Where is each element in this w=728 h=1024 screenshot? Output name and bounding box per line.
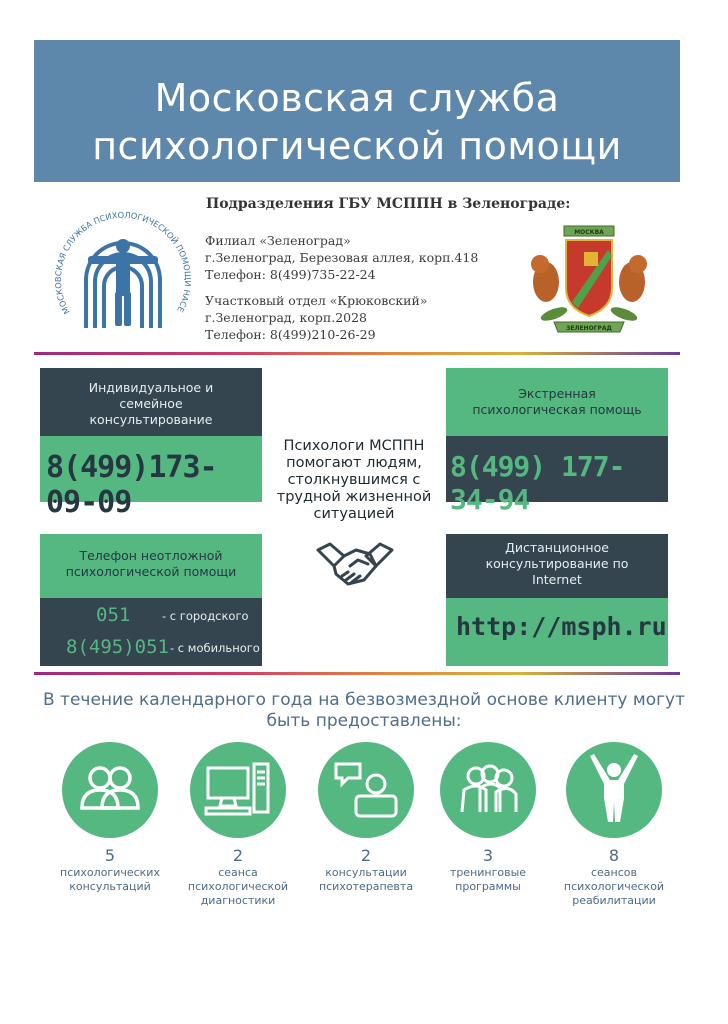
services-intro: В течение календарного года на безвозмездной основе клиенту могут быть предоставлены:	[42, 690, 685, 731]
service-count: 5	[104, 846, 116, 865]
coat-of-arms	[524, 222, 654, 337]
emergency-help-phone[interactable]: 8(499) 177-34-94	[450, 450, 625, 516]
service-count: 3	[482, 846, 494, 865]
service-label: психологических консультаций	[60, 866, 160, 893]
urgent-help-phone-box	[40, 598, 262, 666]
urgent-phone-city[interactable]: 051	[96, 604, 131, 626]
center-message-box	[262, 436, 446, 598]
urgent-phone-city-note: - с городского	[162, 609, 249, 623]
handshake-icon	[316, 536, 394, 592]
branch-name: Филиал «Зеленоград»	[205, 233, 351, 248]
branch-phone: Телефон: 8(499)735-22-24	[205, 267, 376, 282]
coat-top-text: МОСКВА	[574, 229, 604, 236]
service-label: сеанса психологической диагностики	[187, 866, 289, 907]
divider-bottom	[34, 672, 680, 675]
header-banner	[34, 40, 680, 182]
service-count: 2	[360, 846, 372, 865]
urgent-phone-mobile[interactable]: 8(495)051	[66, 636, 169, 658]
consultation-icon	[318, 742, 414, 838]
service-label: сеансов психологической реабилитации	[563, 866, 665, 907]
branch-name: Участковый отдел «Крюковский»	[205, 293, 428, 308]
urgent-help-label-box	[40, 534, 262, 598]
urgent-phone-mobile-note: - с мобильного	[170, 641, 260, 655]
individual-consulting-label: Индивидуальное и семейное консультирование	[88, 380, 214, 427]
service-logo	[48, 200, 198, 340]
page-title-line2: психологической помощи	[92, 124, 622, 168]
branch-address: г.Зеленоград, Березовая аллея, корп.418	[205, 250, 479, 265]
service-label: консультации психотерапевта	[318, 866, 414, 893]
subdivisions-title: Подразделения ГБУ МСППН в Зеленограде:	[206, 196, 571, 212]
service-count: 2	[232, 846, 244, 865]
distance-consulting-label-box	[446, 534, 668, 598]
group-people-icon	[62, 742, 158, 838]
branch-address: г.Зеленоград, корп.2028	[205, 310, 368, 325]
distance-consulting-label: Дистанционное консультирование по Internet	[485, 540, 629, 587]
training-group-icon	[440, 742, 536, 838]
service-circle-diagnostics	[190, 742, 286, 838]
distance-consulting-url-box	[446, 598, 668, 666]
emergency-help-label: Экстренная психологическая помощь	[472, 386, 642, 417]
individual-consulting-label-box	[40, 368, 262, 436]
individual-consulting-phone-box	[40, 436, 262, 520]
service-circle-consultations	[62, 742, 158, 838]
page-title-line1: Московская служба	[154, 76, 560, 120]
branch-phone: Телефон: 8(499)210-26-29	[205, 327, 376, 342]
logo-ring-text: МОСКОВСКАЯ СЛУЖБА ПСИХОЛОГИЧЕСКОЙ ПОМОЩИ НАСЕ	[52, 209, 194, 316]
urgent-help-label: Телефон неотложной психологической помощи	[65, 548, 237, 579]
computer-icon	[190, 742, 286, 838]
service-circle-trainings	[440, 742, 536, 838]
service-label: тренинговые программы	[449, 866, 527, 893]
service-circle-psychotherapist	[318, 742, 414, 838]
service-count: 8	[608, 846, 620, 865]
person-arms-raised-icon	[566, 742, 662, 838]
center-message-text: Психологи МСППН помогают людям, столкнувшимся с трудной жизненной ситуацией	[276, 438, 432, 522]
website-link[interactable]: http://msph.ru	[456, 612, 667, 641]
emergency-help-label-box	[446, 368, 668, 436]
branch-kryukovsky	[205, 292, 427, 343]
branch-zelenograd	[205, 232, 478, 283]
divider-top	[34, 352, 680, 355]
emergency-help-phone-box	[446, 436, 668, 516]
individual-consulting-phone[interactable]: 8(499)173-09-09	[46, 450, 217, 520]
service-circle-rehabilitation	[566, 742, 662, 838]
coat-bottom-text: ЗЕЛЕНОГРАД	[566, 325, 612, 332]
